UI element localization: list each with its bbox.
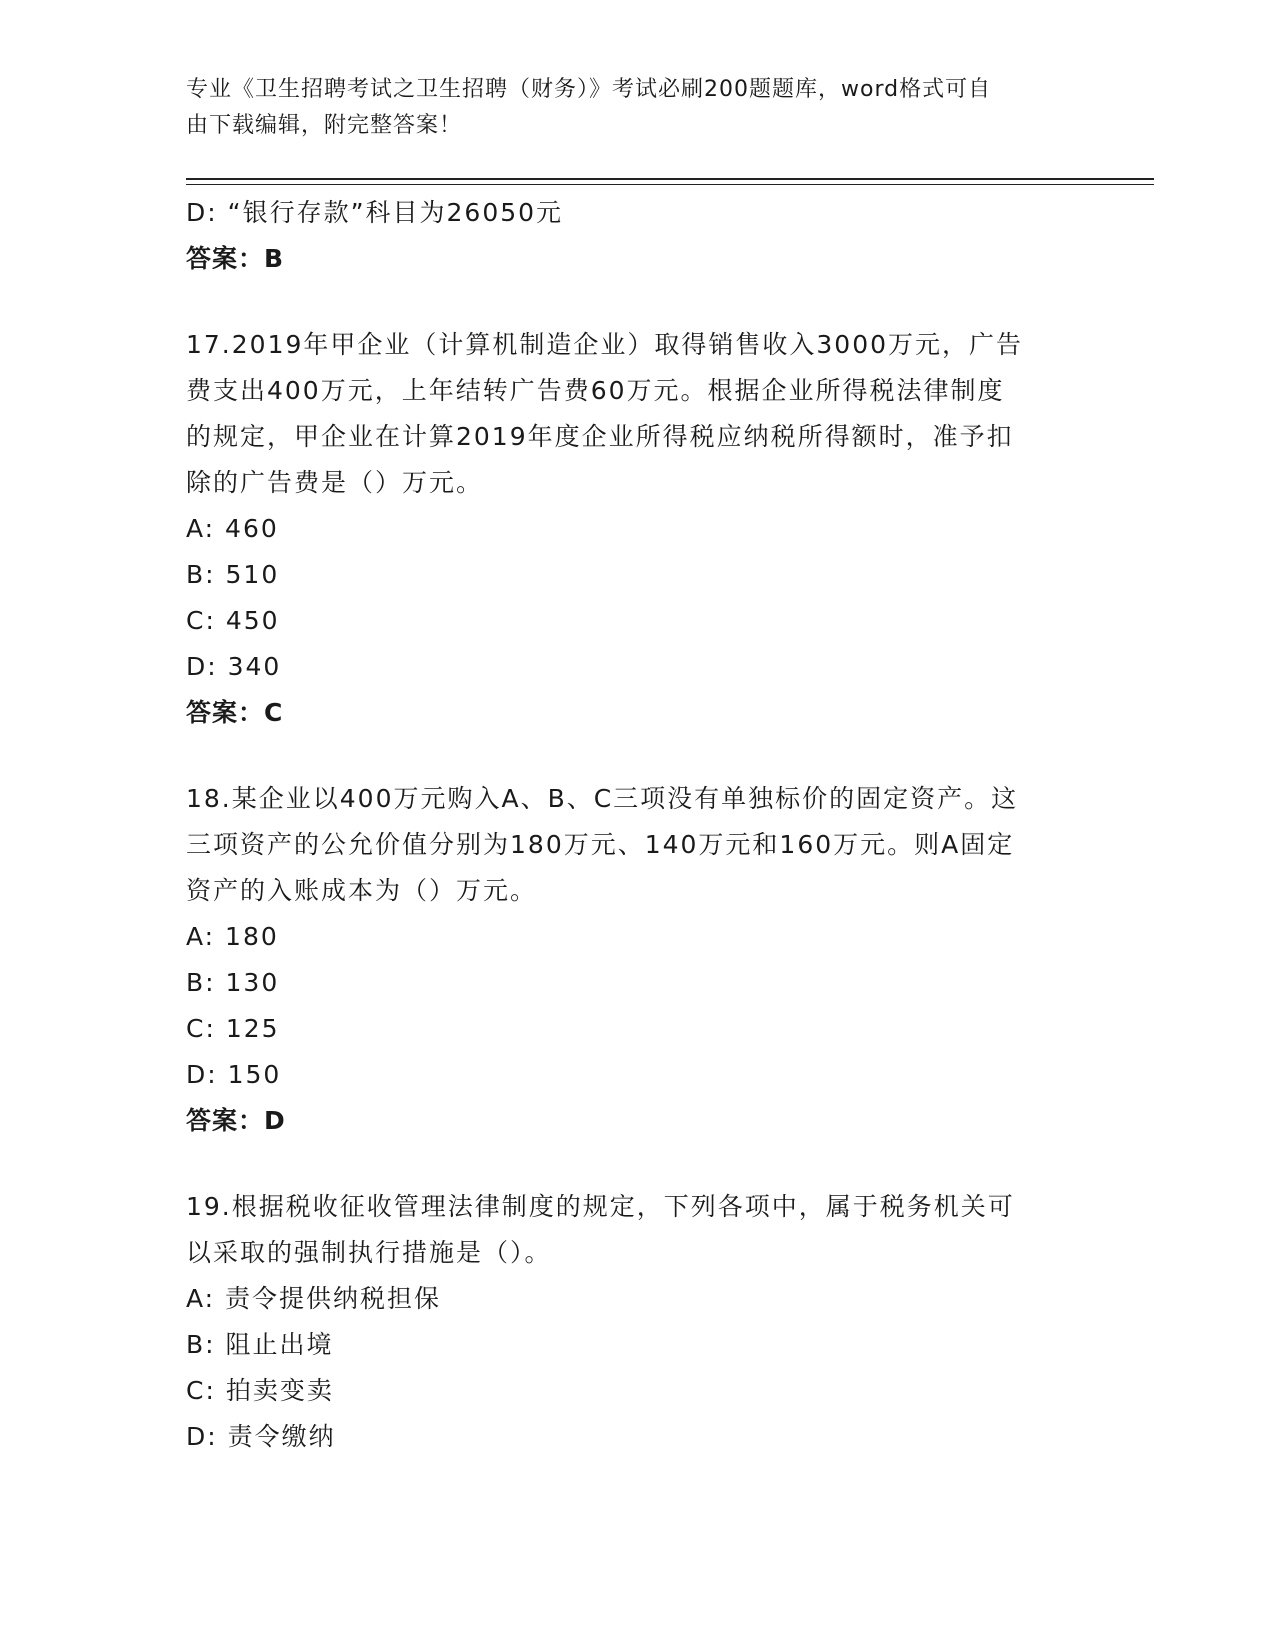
spacer [186, 736, 1086, 776]
spacer [186, 1144, 1086, 1184]
option-b: B: 510 [186, 560, 280, 589]
option-c: C: 125 [186, 1014, 280, 1043]
question-17 [186, 322, 1086, 736]
question-stem-line: 费支出400万元，上年结转广告费60万元。根据企业所得税法律制度 [186, 376, 1005, 405]
header-title-line-1: 专业《卫生招聘考试之卫生招聘（财务）》考试必刷200题题库，word格式可自 [186, 77, 992, 102]
answer: 答案：D [186, 1106, 286, 1135]
question-stem-line: 除的广告费是（）万元。 [186, 468, 484, 497]
option-c: C: 拍卖变卖 [186, 1376, 334, 1405]
option-a: A: 180 [186, 922, 279, 951]
question-stem-line: 的规定，甲企业在计算2019年度企业所得税应纳税所得额时，准予扣 [186, 422, 1014, 451]
spacer [186, 282, 1086, 322]
question-stem-line: 18.某企业以400万元购入A、B、C三项没有单独标价的固定资产。这 [186, 784, 1019, 813]
option-b: B: 130 [186, 968, 280, 997]
option-a: A: 460 [186, 514, 279, 543]
header-title-line-2: 由下载编辑，附完整答案！ [186, 113, 463, 138]
question-stem-line: 19.根据税收征收管理法律制度的规定，下列各项中，属于税务机关可 [186, 1192, 1015, 1221]
question-19 [186, 1184, 1086, 1460]
option-d: D: 340 [186, 652, 282, 681]
question-18 [186, 776, 1086, 1144]
question-stem-line: 资产的入账成本为（）万元。 [186, 876, 538, 905]
page-header [186, 72, 1066, 144]
option-d: D: 150 [186, 1060, 282, 1089]
option-c: C: 450 [186, 606, 280, 635]
option-d: D: 责令缴纳 [186, 1422, 336, 1451]
carryover-option-d: D: “银行存款”科目为26050元 [186, 198, 564, 227]
question-stem-line: 以采取的强制执行措施是（）。 [186, 1238, 552, 1267]
option-b: B: 阻止出境 [186, 1330, 334, 1359]
question-stem-line: 17.2019年甲企业（计算机制造企业）取得销售收入3000万元，广告 [186, 330, 1024, 359]
answer: 答案：C [186, 698, 284, 727]
document-body [186, 190, 1086, 1460]
header-divider-thin [186, 184, 1154, 185]
carryover-answer: 答案：B [186, 244, 285, 273]
header-divider-thick [186, 178, 1154, 180]
option-a: A: 责令提供纳税担保 [186, 1284, 442, 1313]
question-stem-line: 三项资产的公允价值分别为180万元、140万元和160万元。则A固定 [186, 830, 1015, 859]
